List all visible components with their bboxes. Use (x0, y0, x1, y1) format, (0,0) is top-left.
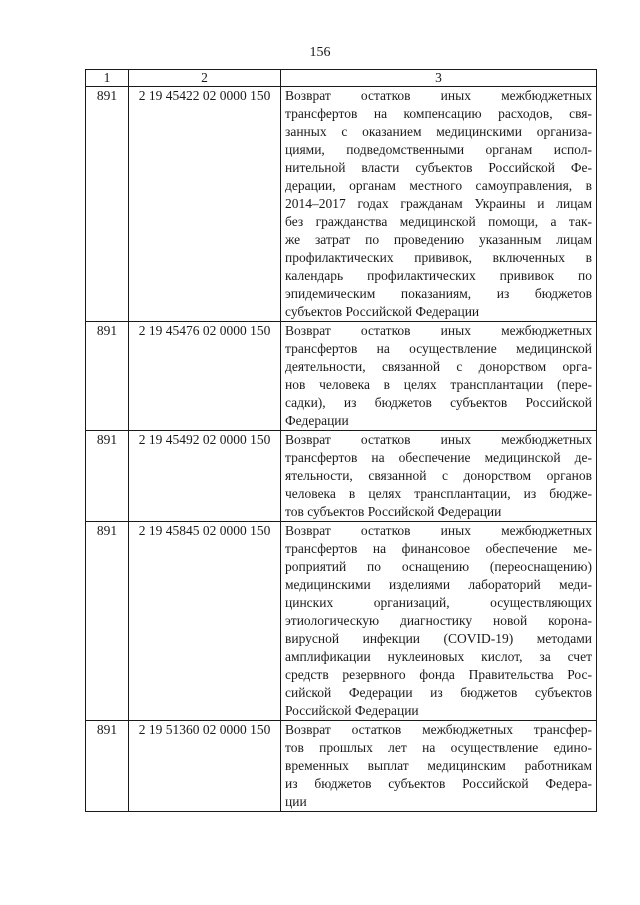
description-line: роприятий по оснащению (переоснащению) (285, 559, 592, 574)
header-col-1: 1 (86, 70, 129, 87)
description-line: Возврат остатков межбюджетных трансфер- (285, 722, 592, 737)
table-row (86, 322, 597, 431)
admin-code-cell: 891 (86, 87, 129, 322)
table-header-row (86, 70, 597, 87)
description-line: человека в целях трансплантации, из бюдже- (285, 486, 592, 501)
admin-code-cell: 891 (86, 431, 129, 522)
description-cell (281, 431, 597, 522)
admin-code-cell: 891 (86, 522, 129, 721)
table-row (86, 87, 597, 322)
description-line: трансфертов на обеспечение медицинской де- (285, 450, 592, 465)
description-line: из бюджетов субъектов Российской Федера- (285, 776, 592, 791)
table-row (86, 431, 597, 522)
admin-code-cell: 891 (86, 721, 129, 812)
header-col-2: 2 (129, 70, 281, 87)
header-col-3: 3 (281, 70, 597, 87)
table-row (86, 522, 597, 721)
description-line: занных с оказанием медицинскими организа- (285, 124, 592, 139)
description-line: временных выплат медицинским работникам (285, 758, 592, 773)
description-line: же затрат по проведению указанным лицам (285, 232, 592, 247)
description-line: амплификации нуклеиновых кислот, за счет (285, 649, 592, 664)
budget-classification-code-cell: 2 19 45492 02 0000 150 (129, 431, 281, 522)
description-line: вирусной инфекции (COVID-19) методами (285, 631, 592, 646)
budget-classification-code-cell: 2 19 45845 02 0000 150 (129, 522, 281, 721)
description-line: без гражданства медицинской помощи, а так- (285, 214, 592, 229)
description-cell (281, 522, 597, 721)
description-line: профилактических прививок, включенных в (285, 250, 592, 265)
description-line: деятельности, связанной с донорством орга- (285, 359, 592, 374)
description-line: Возврат остатков иных межбюджетных (285, 432, 592, 447)
description-line: нов человека в целях трансплантации (пере- (285, 377, 592, 392)
description-line: субъектов Российской Федерации (285, 304, 480, 319)
description-line: Российской Федерации (285, 703, 419, 718)
budget-classification-code-cell: 2 19 51360 02 0000 150 (129, 721, 281, 812)
description-cell (281, 87, 597, 322)
description-line: эпидемическим показаниям, из бюджетов (285, 286, 592, 301)
description-line: циями, подведомственными органам испол- (285, 142, 592, 157)
description-line: дерации, органам местного самоуправления, в (285, 178, 592, 193)
description-line: календарь профилактических прививок по (285, 268, 592, 283)
description-line: Возврат остатков иных межбюджетных (285, 88, 592, 103)
description-line: Возврат остатков иных межбюджетных (285, 323, 592, 338)
description-line: этиологическую диагностику новой корона- (285, 613, 592, 628)
description-line: ции (285, 794, 307, 809)
description-line: цинских организаций, осуществляющих (285, 595, 592, 610)
description-cell (281, 322, 597, 431)
description-line: ятельности, связанной с донорством органов (285, 468, 592, 483)
description-line: 2014–2017 годах гражданам Украины и лицам (285, 196, 592, 211)
description-line: Возврат остатков иных межбюджетных (285, 523, 592, 538)
description-line: садки), из бюджетов субъектов Российской (285, 395, 592, 410)
description-line: тов субъектов Российской Федерации (285, 504, 502, 519)
description-cell (281, 721, 597, 812)
description-line: Федерации (285, 413, 349, 428)
description-line: трансфертов на осуществление медицинской (285, 341, 592, 356)
admin-code-cell: 891 (86, 322, 129, 431)
budget-classification-code-cell: 2 19 45422 02 0000 150 (129, 87, 281, 322)
budget-classification-code-cell: 2 19 45476 02 0000 150 (129, 322, 281, 431)
description-line: нительной власти субъектов Российской Фе- (285, 160, 592, 175)
table-row (86, 721, 597, 812)
description-line: трансфертов на финансовое обеспечение ме- (285, 541, 592, 556)
budget-code-table (85, 69, 597, 812)
description-line: средств резервного фонда Правительства Рос- (285, 667, 592, 682)
description-line: сийской Федерации из бюджетов субъектов (285, 685, 592, 700)
description-line: трансфертов на компенсацию расходов, свя- (285, 106, 592, 121)
page-number: 156 (309, 45, 331, 60)
description-line: тов прошлых лет на осуществление едино- (285, 740, 592, 755)
description-line: медицинскими изделиями лабораторий меди- (285, 577, 592, 592)
